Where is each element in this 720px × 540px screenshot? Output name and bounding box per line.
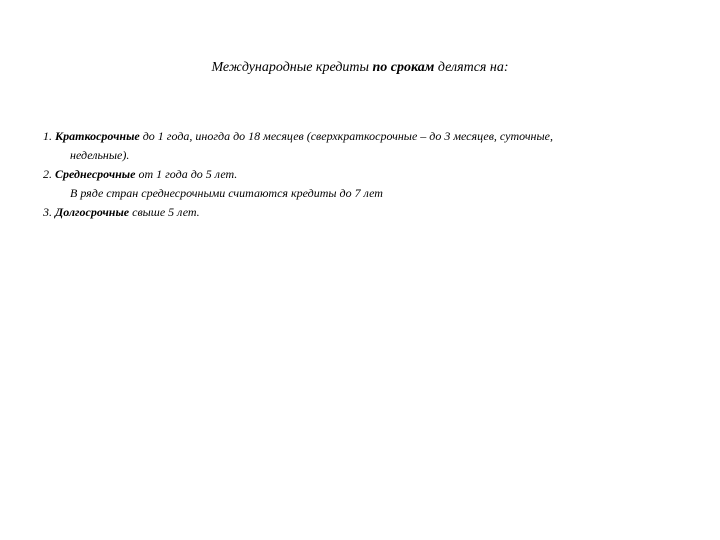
item-term: Среднесрочные	[55, 167, 136, 181]
item-text: свыше 5 лет.	[129, 205, 200, 219]
title-lead: Международные кредиты	[211, 60, 373, 75]
slide-body	[43, 127, 693, 222]
item-number: 1.	[43, 129, 52, 143]
list-item-medium-term	[43, 165, 693, 184]
item-term: Краткосрочные	[55, 129, 140, 143]
slide-title	[0, 58, 720, 78]
item-text: до 1 года, иногда до 18 месяцев (сверхкраткосрочные – до 3 месяцев, суточные,	[139, 129, 553, 143]
item-term: Долгосрочные	[55, 205, 130, 219]
title-tail: делятся на:	[434, 60, 509, 75]
title-emphasis: по срокам	[372, 60, 435, 75]
list-item-short-term	[43, 127, 693, 146]
item-number: 3.	[43, 205, 52, 219]
item-number: 2.	[43, 167, 52, 181]
item-note: В ряде стран среднесрочными считаются кредиты до 7 лет	[70, 186, 383, 200]
list-item-long-term	[43, 203, 693, 222]
item-continuation: недельные).	[70, 148, 130, 162]
item-text: от 1 года до 5 лет.	[135, 167, 238, 181]
